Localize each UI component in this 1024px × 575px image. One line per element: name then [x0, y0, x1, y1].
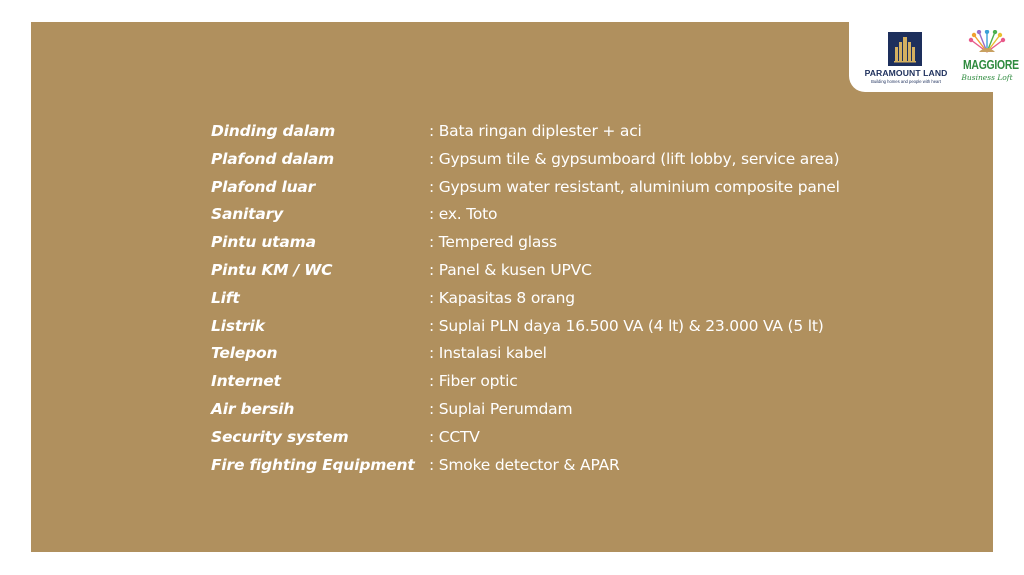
- spec-row: [211, 398, 891, 426]
- spec-value: : Tempered glass: [429, 233, 557, 252]
- peacock-fan-icon: [967, 30, 1007, 54]
- specification-list: [211, 120, 891, 481]
- maggiore-name: MAGGIORE: [963, 57, 1019, 72]
- spec-label: Telepon: [211, 344, 278, 363]
- spec-row: [211, 315, 891, 343]
- spec-label: Pintu KM / WC: [211, 260, 333, 279]
- logo-header: [849, 22, 1024, 92]
- spec-row: [211, 203, 891, 231]
- spec-value: : CCTV: [429, 427, 480, 446]
- paramount-land-name: PARAMOUNT LAND: [864, 68, 948, 78]
- maggiore-logo: [957, 30, 1017, 88]
- spec-row: [211, 231, 891, 259]
- paramount-land-logo: [861, 32, 951, 84]
- spec-row: [211, 426, 891, 454]
- building-tower-icon: [888, 32, 922, 66]
- spec-label: Air bersih: [211, 399, 295, 418]
- spec-row: [211, 176, 891, 204]
- spec-row: [211, 120, 891, 148]
- spec-row: [211, 259, 891, 287]
- spec-value: : Suplai Perumdam: [429, 399, 573, 418]
- spec-label: Dinding dalam: [211, 122, 336, 140]
- spec-value: : Gypsum water resistant, aluminium composite panel: [429, 177, 840, 196]
- spec-label: Pintu utama: [211, 233, 316, 252]
- spec-label: Fire fighting Equipment: [211, 455, 415, 474]
- spec-value: : Smoke detector & APAR: [429, 455, 620, 474]
- spec-value: : Bata ringan diplester + aci: [429, 122, 642, 140]
- spec-value: : ex. Toto: [429, 205, 498, 224]
- spec-row: [211, 454, 891, 482]
- spec-row: [211, 342, 891, 370]
- spec-label: Security system: [211, 427, 349, 446]
- spec-label: Internet: [211, 372, 281, 391]
- spec-row: [211, 370, 891, 398]
- spec-label: Plafond luar: [211, 177, 316, 196]
- spec-value: : Instalasi kabel: [429, 344, 547, 363]
- spec-value: : Panel & kusen UPVC: [429, 260, 592, 279]
- paramount-land-tagline: Building homes and people with heart: [871, 79, 941, 84]
- spec-row: [211, 287, 891, 315]
- maggiore-tagline: Business Loft: [961, 73, 1013, 82]
- spec-value: : Suplai PLN daya 16.500 VA (4 lt) & 23.000 VA (5 lt): [429, 316, 824, 335]
- spec-value: : Kapasitas 8 orang: [429, 288, 575, 307]
- spec-label: Listrik: [211, 316, 265, 335]
- spec-label: Plafond dalam: [211, 149, 334, 168]
- spec-value: : Fiber optic: [429, 372, 518, 391]
- spec-label: Sanitary: [211, 205, 283, 224]
- spec-label: Lift: [211, 288, 240, 307]
- spec-value: : Gypsum tile & gypsumboard (lift lobby, service area): [429, 149, 840, 168]
- spec-row: [211, 148, 891, 176]
